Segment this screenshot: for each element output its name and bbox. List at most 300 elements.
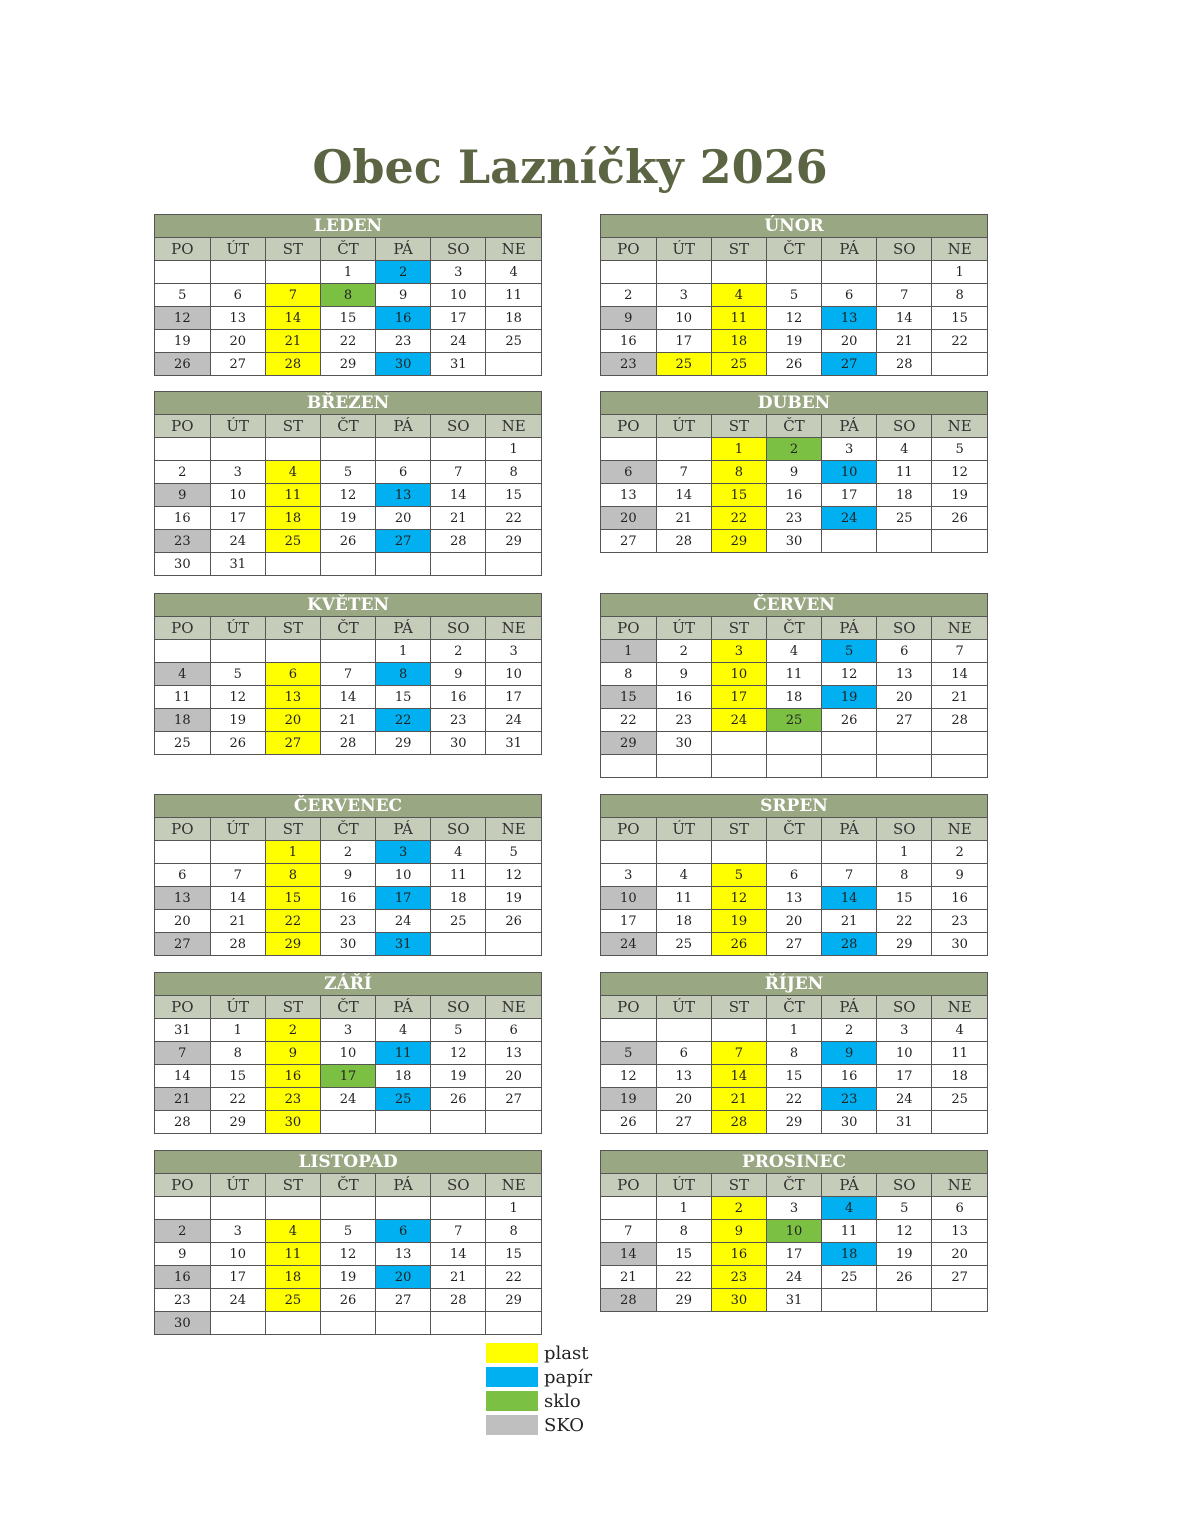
weekday-header: PO — [155, 238, 210, 261]
day-cell: 9 — [431, 663, 486, 686]
day-cell: 13 — [376, 1243, 431, 1266]
day-cell: 19 — [822, 686, 877, 709]
day-cell: 15 — [877, 887, 932, 910]
day-cell: 18 — [265, 1266, 320, 1289]
day-cell: 14 — [656, 484, 711, 507]
day-cell: 13 — [766, 887, 821, 910]
day-cell: 24 — [601, 933, 656, 956]
weekday-header: PÁ — [822, 415, 877, 438]
day-cell: 25 — [155, 732, 210, 755]
weekday-header: SO — [431, 818, 486, 841]
month-prosinec — [600, 1150, 988, 1312]
day-cell: 26 — [155, 353, 210, 376]
weekday-header: ÚT — [656, 415, 711, 438]
day-cell: 7 — [932, 640, 987, 663]
day-cell: 7 — [210, 864, 265, 887]
weekday-header: SO — [431, 415, 486, 438]
empty-cell — [711, 755, 766, 778]
empty-cell — [431, 438, 486, 461]
day-cell: 23 — [431, 709, 486, 732]
empty-cell — [766, 732, 821, 755]
month-name: SRPEN — [601, 795, 987, 818]
weekday-header: NE — [486, 617, 541, 640]
empty-cell — [320, 553, 375, 576]
day-cell: 14 — [320, 686, 375, 709]
day-cell: 13 — [822, 307, 877, 330]
weekday-header: PÁ — [822, 617, 877, 640]
day-cell: 22 — [210, 1088, 265, 1111]
day-cell: 15 — [320, 307, 375, 330]
empty-cell — [376, 553, 431, 576]
day-cell: 3 — [376, 841, 431, 864]
weekday-header: ÚT — [210, 617, 265, 640]
day-cell: 19 — [766, 330, 821, 353]
empty-cell — [320, 1312, 375, 1335]
weekday-header: ČT — [320, 818, 375, 841]
day-cell: 11 — [877, 461, 932, 484]
day-cell: 5 — [320, 1220, 375, 1243]
day-cell: 6 — [877, 640, 932, 663]
day-cell: 14 — [155, 1065, 210, 1088]
weekday-header: SO — [877, 818, 932, 841]
day-cell: 31 — [431, 353, 486, 376]
empty-cell — [155, 640, 210, 663]
empty-cell — [210, 261, 265, 284]
empty-cell — [656, 755, 711, 778]
day-cell: 2 — [155, 1220, 210, 1243]
day-cell: 27 — [601, 530, 656, 553]
day-cell: 26 — [320, 530, 375, 553]
empty-cell — [265, 553, 320, 576]
empty-cell — [431, 1197, 486, 1220]
day-cell: 4 — [877, 438, 932, 461]
empty-cell — [932, 732, 987, 755]
day-cell: 16 — [320, 887, 375, 910]
day-cell: 30 — [155, 1312, 210, 1335]
legend-swatch — [486, 1391, 538, 1411]
empty-cell — [210, 438, 265, 461]
day-cell: 11 — [265, 484, 320, 507]
day-cell: 25 — [711, 353, 766, 376]
day-cell: 22 — [320, 330, 375, 353]
day-cell: 15 — [601, 686, 656, 709]
day-cell: 28 — [431, 1289, 486, 1312]
empty-cell — [486, 1312, 541, 1335]
day-cell: 24 — [210, 530, 265, 553]
day-cell: 21 — [601, 1266, 656, 1289]
day-cell: 29 — [210, 1111, 265, 1134]
empty-cell — [711, 1019, 766, 1042]
day-cell: 22 — [877, 910, 932, 933]
day-cell: 28 — [932, 709, 987, 732]
day-cell: 28 — [711, 1111, 766, 1134]
empty-cell — [877, 530, 932, 553]
month-name: LEDEN — [155, 215, 541, 238]
day-cell: 25 — [431, 910, 486, 933]
day-cell: 10 — [601, 887, 656, 910]
day-cell: 20 — [155, 910, 210, 933]
empty-cell — [877, 755, 932, 778]
weekday-header: ÚT — [210, 415, 265, 438]
weekday-header: SO — [877, 1174, 932, 1197]
empty-cell — [877, 732, 932, 755]
day-cell: 13 — [932, 1220, 987, 1243]
day-cell: 7 — [431, 461, 486, 484]
day-cell: 1 — [265, 841, 320, 864]
weekday-header: PO — [601, 1174, 656, 1197]
day-cell: 22 — [376, 709, 431, 732]
empty-cell — [822, 841, 877, 864]
month-září — [154, 972, 542, 1134]
day-cell: 7 — [822, 864, 877, 887]
day-cell: 16 — [265, 1065, 320, 1088]
weekday-header: ČT — [766, 617, 821, 640]
empty-cell — [822, 261, 877, 284]
day-cell: 25 — [656, 353, 711, 376]
weekday-header: SO — [431, 1174, 486, 1197]
day-cell: 4 — [932, 1019, 987, 1042]
empty-cell — [766, 841, 821, 864]
day-cell: 7 — [320, 663, 375, 686]
weekday-header: ÚT — [656, 1174, 711, 1197]
day-cell: 6 — [486, 1019, 541, 1042]
day-cell: 29 — [320, 353, 375, 376]
day-cell: 11 — [431, 864, 486, 887]
day-cell: 19 — [210, 709, 265, 732]
day-cell: 21 — [210, 910, 265, 933]
day-cell: 22 — [601, 709, 656, 732]
day-cell: 12 — [486, 864, 541, 887]
empty-cell — [766, 755, 821, 778]
day-cell: 6 — [265, 663, 320, 686]
day-cell: 26 — [601, 1111, 656, 1134]
day-cell: 17 — [877, 1065, 932, 1088]
day-cell: 15 — [265, 887, 320, 910]
weekday-header: ST — [711, 1174, 766, 1197]
day-cell: 3 — [486, 640, 541, 663]
weekday-header: ÚT — [656, 996, 711, 1019]
day-cell: 1 — [656, 1197, 711, 1220]
day-cell: 6 — [376, 461, 431, 484]
day-cell: 25 — [932, 1088, 987, 1111]
day-cell: 19 — [320, 1266, 375, 1289]
day-cell: 12 — [155, 307, 210, 330]
day-cell: 24 — [486, 709, 541, 732]
day-cell: 4 — [431, 841, 486, 864]
day-cell: 1 — [376, 640, 431, 663]
weekday-header: PÁ — [376, 996, 431, 1019]
day-cell: 5 — [877, 1197, 932, 1220]
day-cell: 18 — [932, 1065, 987, 1088]
empty-cell — [932, 1111, 987, 1134]
weekday-header: NE — [932, 617, 987, 640]
weekday-header: ÚT — [210, 1174, 265, 1197]
day-cell: 7 — [601, 1220, 656, 1243]
day-cell: 5 — [431, 1019, 486, 1042]
day-cell: 27 — [265, 732, 320, 755]
day-cell: 27 — [656, 1111, 711, 1134]
day-cell: 1 — [711, 438, 766, 461]
day-cell: 10 — [877, 1042, 932, 1065]
empty-cell — [265, 640, 320, 663]
day-cell: 25 — [656, 933, 711, 956]
empty-cell — [822, 1289, 877, 1312]
weekday-header: ST — [265, 617, 320, 640]
day-cell: 23 — [932, 910, 987, 933]
empty-cell — [877, 1289, 932, 1312]
day-cell: 16 — [656, 686, 711, 709]
legend-swatch — [486, 1343, 538, 1363]
day-cell: 28 — [265, 353, 320, 376]
day-cell: 16 — [155, 507, 210, 530]
day-cell: 25 — [877, 507, 932, 530]
day-cell: 12 — [320, 1243, 375, 1266]
day-cell: 29 — [766, 1111, 821, 1134]
day-cell: 27 — [766, 933, 821, 956]
day-cell: 26 — [210, 732, 265, 755]
day-cell: 16 — [601, 330, 656, 353]
day-cell: 18 — [431, 887, 486, 910]
month-name: LISTOPAD — [155, 1151, 541, 1174]
empty-cell — [210, 640, 265, 663]
day-cell: 29 — [265, 933, 320, 956]
day-cell: 7 — [431, 1220, 486, 1243]
empty-cell — [431, 1111, 486, 1134]
weekday-header: PO — [155, 617, 210, 640]
weekday-header: PO — [155, 996, 210, 1019]
month-name: ÚNOR — [601, 215, 987, 238]
day-cell: 26 — [877, 1266, 932, 1289]
day-cell: 24 — [431, 330, 486, 353]
day-cell: 11 — [822, 1220, 877, 1243]
day-cell: 17 — [711, 686, 766, 709]
day-cell: 15 — [376, 686, 431, 709]
day-cell: 26 — [766, 353, 821, 376]
day-cell: 14 — [711, 1065, 766, 1088]
day-cell: 20 — [486, 1065, 541, 1088]
day-cell: 28 — [155, 1111, 210, 1134]
weekday-header: ÚT — [656, 238, 711, 261]
day-cell: 21 — [656, 507, 711, 530]
day-cell: 12 — [210, 686, 265, 709]
weekday-header: ČT — [320, 996, 375, 1019]
day-cell: 3 — [431, 261, 486, 284]
day-cell: 17 — [210, 1266, 265, 1289]
weekday-header: ST — [711, 996, 766, 1019]
day-cell: 31 — [155, 1019, 210, 1042]
empty-cell — [265, 1197, 320, 1220]
day-cell: 19 — [877, 1243, 932, 1266]
day-cell: 18 — [822, 1243, 877, 1266]
day-cell: 9 — [656, 663, 711, 686]
day-cell: 6 — [376, 1220, 431, 1243]
day-cell: 14 — [431, 484, 486, 507]
day-cell: 9 — [265, 1042, 320, 1065]
weekday-header: PO — [601, 617, 656, 640]
empty-cell — [601, 261, 656, 284]
weekday-header: NE — [932, 996, 987, 1019]
weekday-header: PO — [601, 415, 656, 438]
day-cell: 2 — [932, 841, 987, 864]
day-cell: 4 — [265, 461, 320, 484]
day-cell: 8 — [711, 461, 766, 484]
day-cell: 23 — [656, 709, 711, 732]
day-cell: 30 — [155, 553, 210, 576]
day-cell: 29 — [601, 732, 656, 755]
day-cell: 8 — [320, 284, 375, 307]
day-cell: 30 — [766, 530, 821, 553]
day-cell: 8 — [210, 1042, 265, 1065]
day-cell: 2 — [822, 1019, 877, 1042]
day-cell: 19 — [601, 1088, 656, 1111]
weekday-header: PÁ — [376, 617, 431, 640]
day-cell: 23 — [822, 1088, 877, 1111]
day-cell: 17 — [656, 330, 711, 353]
day-cell: 22 — [486, 1266, 541, 1289]
empty-cell — [877, 261, 932, 284]
weekday-header: ČT — [766, 996, 821, 1019]
day-cell: 10 — [656, 307, 711, 330]
weekday-header: ST — [711, 238, 766, 261]
day-cell: 23 — [265, 1088, 320, 1111]
day-cell: 18 — [376, 1065, 431, 1088]
month-name: PROSINEC — [601, 1151, 987, 1174]
day-cell: 5 — [932, 438, 987, 461]
weekday-header: ST — [265, 238, 320, 261]
day-cell: 26 — [932, 507, 987, 530]
day-cell: 28 — [822, 933, 877, 956]
day-cell: 8 — [766, 1042, 821, 1065]
day-cell: 24 — [822, 507, 877, 530]
day-cell: 3 — [766, 1197, 821, 1220]
day-cell: 13 — [486, 1042, 541, 1065]
weekday-header: NE — [486, 1174, 541, 1197]
weekday-header: ČT — [320, 238, 375, 261]
day-cell: 15 — [766, 1065, 821, 1088]
weekday-header: ÚT — [210, 238, 265, 261]
empty-cell — [320, 1111, 375, 1134]
weekday-header: PO — [155, 415, 210, 438]
day-cell: 28 — [210, 933, 265, 956]
day-cell: 20 — [601, 507, 656, 530]
month-leden — [154, 214, 542, 376]
day-cell: 10 — [431, 284, 486, 307]
day-cell: 8 — [265, 864, 320, 887]
weekday-header: NE — [486, 818, 541, 841]
day-cell: 20 — [376, 507, 431, 530]
day-cell: 18 — [486, 307, 541, 330]
weekday-header: SO — [431, 996, 486, 1019]
day-cell: 18 — [766, 686, 821, 709]
day-cell: 20 — [376, 1266, 431, 1289]
day-cell: 23 — [376, 330, 431, 353]
empty-cell — [376, 1312, 431, 1335]
day-cell: 7 — [877, 284, 932, 307]
day-cell: 2 — [431, 640, 486, 663]
weekday-header: SO — [877, 415, 932, 438]
day-cell: 10 — [376, 864, 431, 887]
day-cell: 2 — [320, 841, 375, 864]
day-cell: 12 — [766, 307, 821, 330]
day-cell: 24 — [766, 1266, 821, 1289]
day-cell: 15 — [932, 307, 987, 330]
legend — [486, 1341, 592, 1437]
day-cell: 23 — [155, 530, 210, 553]
weekday-header: PO — [601, 996, 656, 1019]
day-cell: 19 — [932, 484, 987, 507]
empty-cell — [656, 438, 711, 461]
empty-cell — [486, 933, 541, 956]
day-cell: 10 — [486, 663, 541, 686]
day-cell: 13 — [601, 484, 656, 507]
day-cell: 22 — [265, 910, 320, 933]
day-cell: 21 — [265, 330, 320, 353]
day-cell: 26 — [711, 933, 766, 956]
weekday-header: PÁ — [822, 996, 877, 1019]
empty-cell — [320, 640, 375, 663]
day-cell: 30 — [951, 936, 968, 952]
day-cell: 4 — [265, 1220, 320, 1243]
day-cell: 28 — [656, 530, 711, 553]
weekday-header: SO — [877, 617, 932, 640]
day-cell: 29 — [877, 933, 932, 956]
day-cell: 16 — [822, 1065, 877, 1088]
day-cell: 4 — [155, 663, 210, 686]
day-cell: 19 — [155, 330, 210, 353]
day-cell: 20 — [877, 686, 932, 709]
day-cell: 30 — [376, 353, 431, 376]
day-cell: 14 — [431, 1243, 486, 1266]
day-cell: 1 — [766, 1019, 821, 1042]
weekday-header: PÁ — [376, 238, 431, 261]
day-cell: 11 — [711, 307, 766, 330]
empty-cell — [932, 353, 987, 376]
weekday-header: NE — [932, 818, 987, 841]
legend-item-plast — [486, 1341, 592, 1365]
weekday-header: NE — [932, 238, 987, 261]
day-cell: 13 — [376, 484, 431, 507]
empty-cell — [932, 530, 987, 553]
day-cell: 9 — [155, 1243, 210, 1266]
empty-cell — [601, 1019, 656, 1042]
empty-cell — [265, 261, 320, 284]
day-cell: 16 — [766, 484, 821, 507]
day-cell: 8 — [601, 663, 656, 686]
day-cell: 22 — [486, 507, 541, 530]
empty-cell — [431, 1312, 486, 1335]
day-cell: 17 — [766, 1243, 821, 1266]
day-cell: 18 — [877, 484, 932, 507]
empty-cell — [210, 841, 265, 864]
weekday-header: ÚT — [210, 818, 265, 841]
day-cell: 9 — [320, 864, 375, 887]
empty-cell — [601, 841, 656, 864]
day-cell: 17 — [486, 686, 541, 709]
empty-cell — [265, 438, 320, 461]
day-cell: 13 — [155, 887, 210, 910]
day-cell: 16 — [376, 307, 431, 330]
day-cell: 12 — [601, 1065, 656, 1088]
weekday-header: NE — [932, 1174, 987, 1197]
empty-cell — [932, 1289, 987, 1312]
day-cell: 18 — [265, 507, 320, 530]
day-cell: 29 — [656, 1289, 711, 1312]
month-name: ŘÍJEN — [601, 973, 987, 996]
day-cell: 22 — [932, 330, 987, 353]
weekday-header: ST — [265, 818, 320, 841]
day-cell: 18 — [656, 910, 711, 933]
day-cell: 8 — [877, 864, 932, 887]
